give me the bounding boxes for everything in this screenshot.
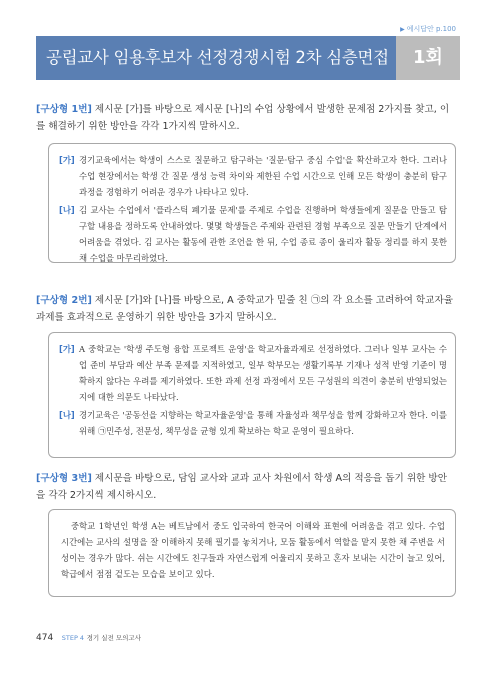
question-3	[36, 470, 456, 504]
question-1	[36, 101, 456, 135]
triangle-right-icon: ▶	[400, 26, 405, 33]
question-1-text: 제시문 [가]를 바탕으로 제시문 [나]의 수업 상황에서 발생한 문제점 2가지를 찾고, 이를 해결하기 위한 방안을 각각 1가지씩 말하시오.	[36, 104, 450, 132]
question-2-passage-box	[48, 332, 456, 458]
passage-text: 경기교육은 '공동선을 지향하는 학교자율운영'을 통해 자율성과 책무성을 함께 강화하고자 한다. 이를 위해 ㉠민주성, 전문성, 책무성을 균형 있게 확보하는 학교 운영이 필요하다.	[79, 410, 447, 436]
passage-text: 김 교사는 수업에서 '플라스틱 폐기물 문제'를 주제로 수업을 진행하며 학생들에게 질문을 만들고 탐구할 내용을 정하도록 안내하였다. 몇몇 학생들은 주제와 관련된 경험 부족으로 질문 만들기 단계에서 어려움을 겪었다. 김 교사는 활동에 관한 조언을 한 뒤, 수업 종료 종이 울리자 활동 정리를 하지 못한 채 수업을 마무리하였다.	[79, 205, 447, 263]
question-3-tag: [구상형 3번]	[36, 473, 92, 484]
exam-title: 공립교사 임용후보자 선정경쟁시험 2차 심층면접	[46, 48, 389, 67]
passage-item	[59, 407, 447, 439]
question-2	[36, 292, 456, 326]
section-label: 경기 실전 모의고사	[86, 634, 141, 642]
passage-item	[59, 202, 447, 266]
answer-reference[interactable]	[400, 24, 456, 34]
round-badge: 1회	[396, 36, 460, 80]
question-1-passage-box	[48, 143, 456, 263]
passage-label: [나]	[59, 410, 75, 420]
page-footer	[36, 633, 141, 643]
passage-label: [나]	[59, 205, 75, 215]
passage-text: A 중학교는 '학생 주도형 융합 프로젝트 운영'을 학교자율과제로 선정하였다. 그러나 일부 교사는 수업 준비 부담과 예산 부족 문제를 지적하였고, 일부 학부모는 생활기록부 기재나 성적 반영 기준이 명확하지 않다는 우려를 제기하였다. 또한 과제 선정 과정에서 모든 구성원의 의견이 충분히 반영되었는지에 대한 의문도 나타났다.	[79, 344, 447, 402]
passage-text: 중학교 1학년인 학생 A는 베트남에서 중도 입국하여 한국어 이해와 표현에 어려움을 겪고 있다. 수업 시간에는 교사의 설명을 잘 이해하지 못해 필기를 놓치거나, 모둠 활동에서 역할을 맡지 못한 채 주변을 서성이는 경우가 많다. 쉬는 시간에도 친구들과 자연스럽게 어울리지 못하고 혼자 보내는 시간이 늘고 있어, 학급에서 점점 겉도는 모습을 보이고 있다.	[61, 521, 445, 579]
passage-text: 경기교육에서는 학생이 스스로 질문하고 탐구하는 '질문·탐구 중심 수업'을 확산하고자 한다. 그러나 수업 현장에서는 학생 간 질문 생성 능력 차이와 제한된 수업 시간으로 인해 모든 학생이 충분히 탐구 과정을 경험하기 어려운 경우가 나타나고 있다.	[79, 155, 447, 197]
passage-label: [가]	[59, 344, 75, 354]
question-3-passage-box	[48, 509, 456, 597]
passage-item	[59, 341, 447, 405]
question-2-text: 제시문 [가]와 [나]를 바탕으로, A 중학교가 밑줄 친 ㉠의 각 요소를 고려하여 학교자율과제를 효과적으로 운영하기 위한 방안을 3가지 말하시오.	[36, 295, 453, 323]
question-3-text: 제시문을 바탕으로, 담임 교사와 교과 교사 차원에서 학생 A의 적응을 돕기 위한 방안을 각각 2가지씩 제시하시오.	[36, 473, 447, 501]
exam-header	[36, 36, 460, 80]
page-number: 474	[36, 633, 54, 643]
question-2-tag: [구상형 2번]	[36, 295, 92, 306]
step-label: STEP 4	[61, 634, 85, 642]
answer-reference-label: 예시답안 p.100	[406, 25, 456, 33]
passage-label: [가]	[59, 155, 75, 165]
passage-item	[59, 152, 447, 200]
question-1-tag: [구상형 1번]	[36, 104, 92, 115]
